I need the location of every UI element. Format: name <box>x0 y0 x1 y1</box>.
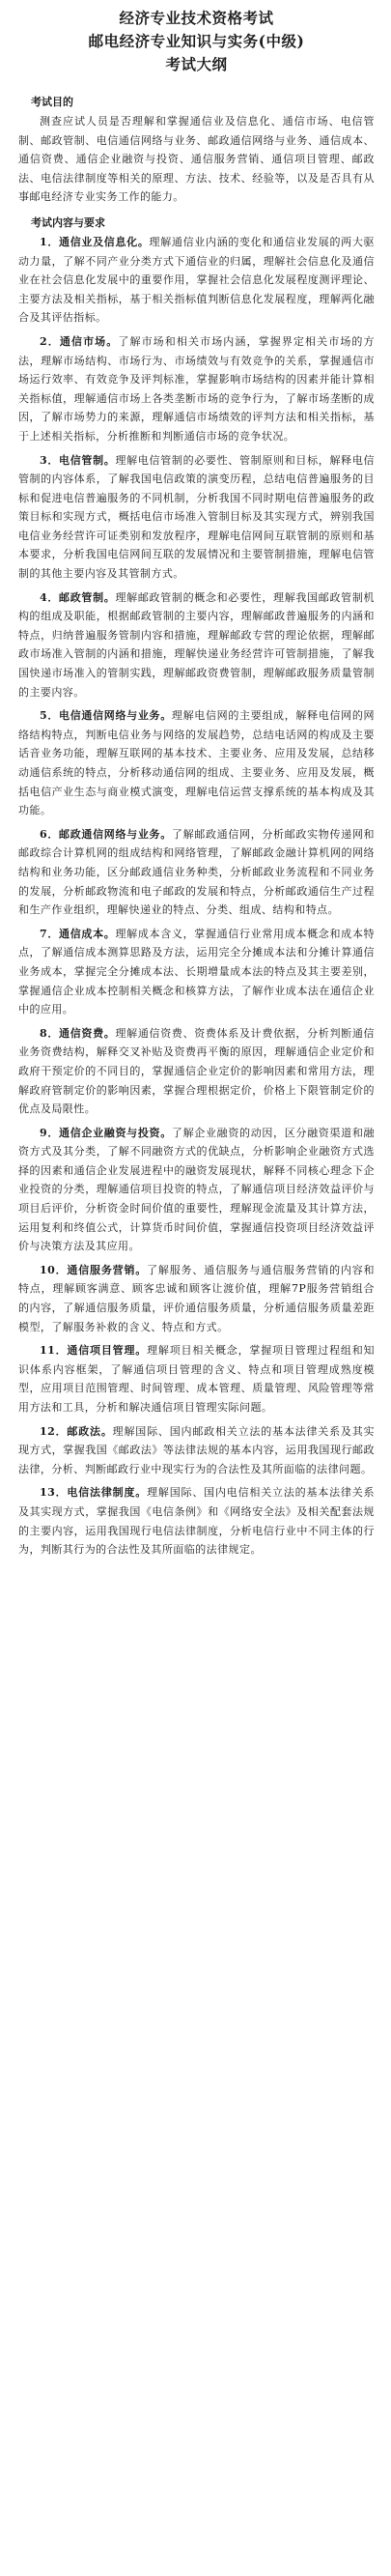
requirement-item-body: 了解市场和相关市场内涵，掌握界定相关市场的方法，理解市场结构、市场行为、市场绩效与有效竞争的关系，掌握通信市场运行效率、有效竞争及评判标准，掌握影响市场结构的因素并能计算相关指标值，理解通信市场上各类垄断市场的竞争行为，了解市场垄断的成因，了解市场势力的来源，理解通信市场绩效的评判方法和相关指标，基于上述相关指标，分析推断和判断通信市场的竞争状况。 <box>18 334 375 443</box>
requirement-item <box>18 332 375 446</box>
requirement-item-body: 理解邮政管制的概念和必要性，理解我国邮政管制机构的组成及职能，根据邮政管制的主要内容，理解邮政普遍服务的内涵和特点，归纳普遍服务管制内容和措施，理解邮政专营的理论依据，理解邮政市场准入管制的内涵和措施，理解快递业务经营许可管制措施，了解我国快递市场准入的管制实践，理解邮政资费管制，理解邮政服务质量管制的主要内容。 <box>18 590 375 699</box>
requirement-item-heading: 8．通信资费。 <box>40 1026 116 1040</box>
requirement-item-body: 理解通信业内涵的变化和通信业发展的两大驱动力量，了解不同产业分类方式下通信业的归属，理解社会信息化及通信业在社会信息化发展中的重要作用，掌握社会信息化发展程度测评理论、主要方法及相关指标，基于相关指标值判断信息化发展程度，理解两化融合及其评估指标。 <box>18 235 375 325</box>
requirement-item-heading: 2．通信市场。 <box>40 334 119 348</box>
requirement-item-heading: 10．通信服务营销。 <box>40 1263 148 1276</box>
requirement-item-heading: 11．通信项目管理。 <box>40 1344 148 1358</box>
requirement-item-body: 理解电信管制的必要性、管制原则和目标，解释电信管制的内容体系，了解我国电信政策的演变历程，总结电信普遍服务的目标和促进电信普遍服务的不同机制，分析我国不同时期电信普遍服务的政策目标和实现方式，概括电信市场准入管制目标及其实现方式，辨别我国电信业务经营许可证类别和发放程序，理解电信网间互联管制的原则和基本要求，分析我国电信网间互联的发展情况和主要管制措施，理解电信管制的其他主要内容及其管制方式。 <box>18 453 375 581</box>
requirement-item-heading: 4．邮政管制。 <box>40 590 116 604</box>
requirements-heading: 考试内容与要求 <box>31 215 105 229</box>
requirement-item <box>18 1341 375 1417</box>
purpose-heading: 考试目的 <box>31 96 73 108</box>
requirement-item-body: 理解国际、国内电信相关立法的基本法律关系及其实现方式，掌握我国《电信条例》和《网络安全法》及相关配套法规的主要内容，运用我国现行电信法律制度，分析电信行业中不同主体的行为，判断其行为的合法性及其所面临的法律规定。 <box>18 1486 376 1557</box>
requirement-item <box>18 233 375 328</box>
requirement-item-heading: 7．通信成本。 <box>40 927 116 940</box>
requirement-item-body: 了解企业融资的动因，区分融资渠道和融资方式及其分类，了解不同融资方式的优缺点，分析影响企业融资方式选择的因素和通信企业发展进程中的融资发展现状，解释不同核心理念下企业投资的分类，理解通信项目投资的特点，了解通信项目经济效益评价与项目后评价，分析资金时间价值的重要性，理解现金流量及其计算方法，运用复利和终值公式，计算货币时间价值，掌握通信投资项目经济效益评价与决策方法及其应用。 <box>18 1126 375 1253</box>
requirement-item-heading: 5．电信通信网络与业务。 <box>40 709 172 723</box>
purpose-text: 测查应试人员是否理解和掌握通信业及信息化、通信市场、电信管制、邮政管制、电信通信网络与业务、邮政通信网络与业务、通信成本、通信资费、通信企业融资与投资、通信服务营销、通信项目管理、邮政法、电信法律制度等相关的原理、方法、技术、经验等，以及是否具有从事邮电经济专业实务工作的能力。 <box>18 115 375 204</box>
requirement-item-body: 了解邮政通信网，分析邮政实物传递网和邮政综合计算机网的组成结构和网络管理，了解邮政金融计算机网的网络结构和业务功能，区分邮政通信业务种类，分析邮政业务流程和不同业务的发展，分析邮政物流和电子邮政的发展和特点，分析邮政通信生产过程和生产作业组织，理解快递业的特点、分类、组成、结构和特点。 <box>18 827 375 917</box>
requirement-item-body: 理解项目相关概念，掌握项目管理过程组和知识体系内容框架，了解通信项目管理的含义、特点和项目管理成熟度模型，应用项目范围管理、时间管理、成本管理、质量管理、风险管理等常用方法和工具，分析和解决通信项目管理实际问题。 <box>18 1344 376 1414</box>
requirement-item <box>18 1261 375 1336</box>
requirement-item-heading: 6．邮政通信网络与业务。 <box>40 827 172 841</box>
requirement-item <box>18 588 375 702</box>
doc-title-line-1: 经济专业技术资格考试 <box>119 9 274 27</box>
requirement-item-body: 理解电信网的主要组成，解释电信网的网络结构特点，判断电信业务与网络的发展趋势，总结电话网的构成及主要话音业务功能，理解互联网的基本技术、主要业务、应用及发展，总结移动通信系统的特点，分析移动通信网的组成、主要业务、应用及发展，概括电信产业生态与商业模式演变，理解电信运营支撑系统的基本构成及其功能。 <box>18 709 375 817</box>
requirement-item <box>18 1124 375 1256</box>
doc-title-line-2: 邮电经济专业知识与实务(中级) <box>88 32 305 50</box>
requirement-item-body: 理解通信资费、资费体系及计费依据，分析判断通信业务资费结构，解释交叉补贴及资费再平衡的原因，理解通信企业定价和政府干预定价的不同目的，掌握通信企业定价的影响因素和常用方法，理解政府管制定价的影响因素，掌握合理根据定价，价格上下限管制定价的优点及局限性。 <box>18 1026 375 1116</box>
requirement-item-heading: 1．通信业及信息化。 <box>40 235 150 248</box>
requirement-item-body: 理解成本含义，掌握通信行业常用成本概念和成本特点，了解通信成本测算思路及方法，运用完全分摊成本法和分摊计算通信业务成本，掌握完全分摊成本法、长期增量成本法的特点及其主要差别，掌握通信企业成本控制相关概念和核算方法，了解作业成本法在通信企业中的应用。 <box>18 927 375 1016</box>
requirement-item <box>18 1483 375 1559</box>
requirement-item-body: 理解国际、国内邮政相关立法的基本法律关系及其实现方式，掌握我国《邮政法》等法律法规的基本内容，运用我国现行邮政法律，分析、判断邮政行业中现实行为的合法性及其所面临的法律问题。 <box>18 1424 375 1475</box>
doc-title-line-3: 考试大纲 <box>165 55 228 73</box>
requirements-list <box>18 233 375 1560</box>
requirement-item-heading: 13．电信法律制度。 <box>40 1486 148 1500</box>
requirement-item-heading: 12．邮政法。 <box>40 1424 113 1438</box>
requirement-item <box>18 706 375 820</box>
requirement-item-heading: 3．电信管制。 <box>40 453 116 467</box>
requirement-item <box>18 1422 375 1479</box>
requirement-item-heading: 9．通信企业融资与投资。 <box>40 1126 172 1139</box>
requirement-item-body: 了解服务、通信服务与通信服务营销的内容和特点，理解顾客满意、顾客忠诚和顾客让渡价值，理解7P服务营销组合的内容，了解通信服务质量，评价通信服务质量，分析通信服务质量差距模型，了解服务补救的含义、特点和方式。 <box>18 1263 376 1333</box>
requirement-item <box>18 451 375 584</box>
requirement-item <box>18 925 375 1019</box>
requirement-item <box>18 1024 375 1119</box>
requirement-item <box>18 825 375 920</box>
